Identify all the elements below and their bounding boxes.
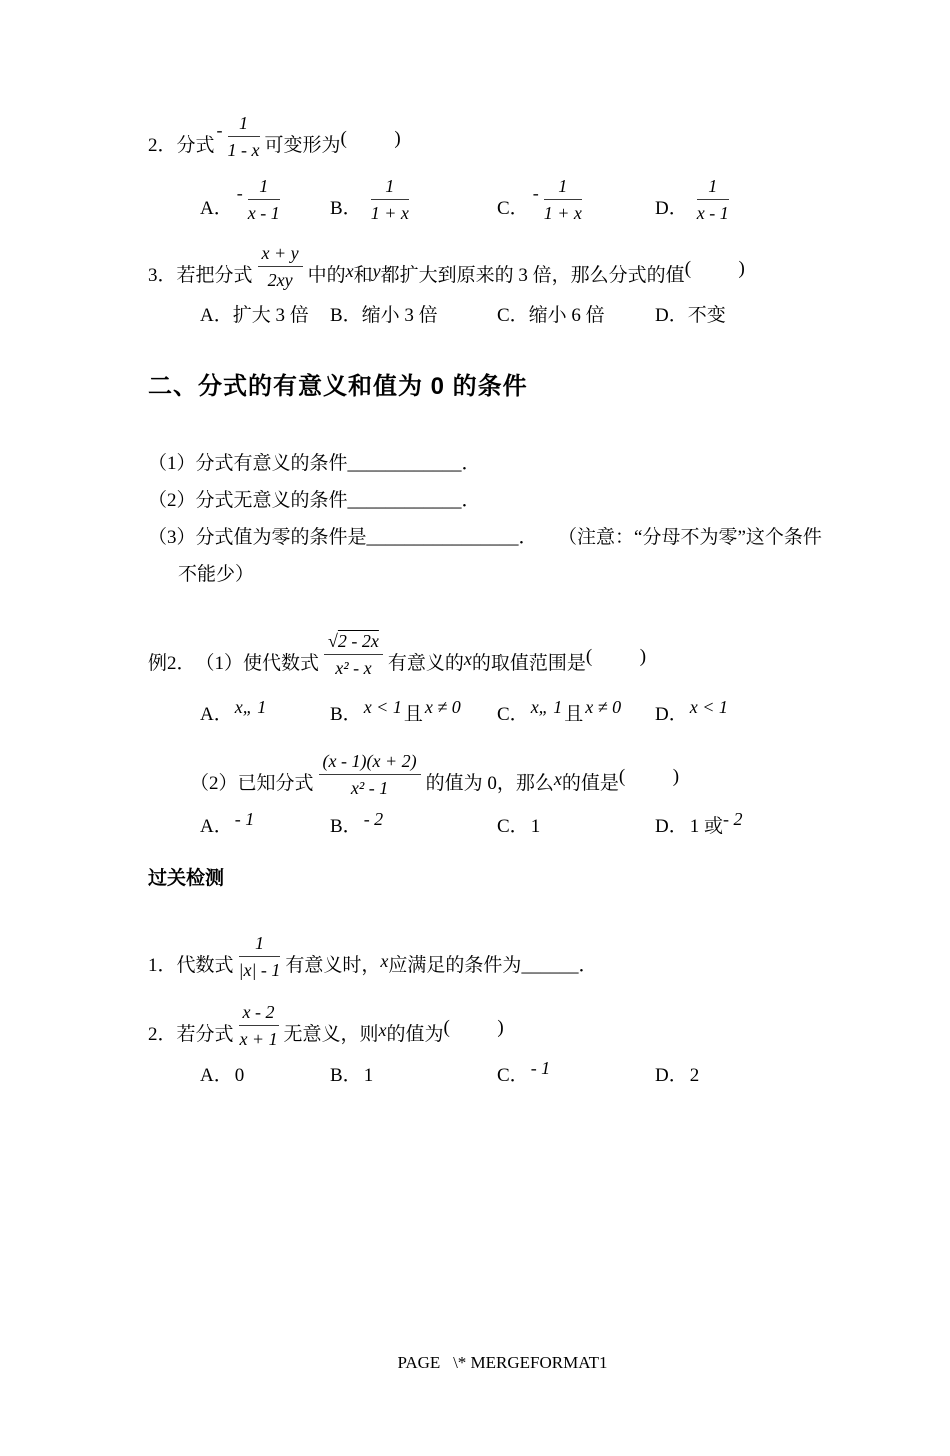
math-expression: x„ 1 xyxy=(530,697,563,717)
option-d xyxy=(655,697,732,728)
option-a-label: A． xyxy=(200,1065,233,1086)
example-2-label: 例2． （1）使代数式 xyxy=(148,653,320,674)
option-c xyxy=(497,175,655,224)
checkpoint-q1-text: 应满足的条件为 xyxy=(388,955,522,976)
example-2-part-2-text: 的值为 0，那么 xyxy=(425,773,554,794)
period: ． xyxy=(461,490,481,511)
radical-sign: √ xyxy=(328,631,338,651)
option-c-label: C． xyxy=(497,1065,529,1086)
minus-sign: - xyxy=(236,183,243,203)
math-expression: x„ 1 xyxy=(234,697,267,717)
math-expression: - 1 xyxy=(234,809,255,829)
section-heading: 二、分式的有意义和值为 0 的条件 xyxy=(148,373,528,400)
example-2-part-2-stem xyxy=(148,750,830,799)
option-c xyxy=(497,697,655,728)
question-3-text: 中的 xyxy=(307,265,346,286)
question-2-label: 2．分式 xyxy=(148,135,215,156)
option-b xyxy=(330,175,497,224)
fill-item-3 xyxy=(148,525,830,551)
math-expression: x ≠ 0 xyxy=(585,697,622,717)
question-3-label: 3．若把分式 xyxy=(148,265,253,286)
variable-x: x xyxy=(380,951,389,971)
math-expression: - 2 xyxy=(363,809,384,829)
fraction-numerator: 1 xyxy=(371,175,409,200)
option-b-label: B． xyxy=(330,816,362,837)
fill-item-3-continuation: 不能少） xyxy=(178,564,255,585)
blank-line: ________________ xyxy=(366,527,519,548)
fraction-numerator: x + y xyxy=(258,242,303,267)
fraction-example-2-part-2 xyxy=(319,750,421,799)
math-expression: x < 1 xyxy=(689,697,728,717)
period: ． xyxy=(518,527,538,548)
option-b xyxy=(330,697,497,728)
blank-line: ____________ xyxy=(347,490,462,511)
fraction-checkpoint-q1 xyxy=(239,932,281,981)
fraction-example-2 xyxy=(324,630,383,679)
option-b-label: B． xyxy=(330,198,362,219)
fill-item-3-text: （3）分式值为零的条件是 xyxy=(148,527,367,548)
question-2-options xyxy=(148,175,830,224)
checkpoint-q2-label: 2．若分式 xyxy=(148,1024,234,1045)
checkpoint-q1-label: 1．代数式 xyxy=(148,955,234,976)
fraction-q2 xyxy=(228,112,260,161)
answer-parentheses: ( ) xyxy=(340,128,401,149)
blank-line: ____________ xyxy=(347,453,462,474)
question-3-text: 和 xyxy=(353,265,373,286)
option-d-label: D． xyxy=(655,704,688,725)
fraction-numerator xyxy=(324,630,383,655)
option-d: D．不变 xyxy=(655,305,726,326)
checkpoint-question-2 xyxy=(148,1001,830,1050)
fraction-denominator: 1 - x xyxy=(227,140,260,160)
option-a-label: A． xyxy=(200,704,233,725)
math-expression: x ≠ 0 xyxy=(424,697,461,717)
example-2-part-2-text: 的值是 xyxy=(561,773,619,794)
option-d-label: D． xyxy=(655,198,688,219)
fraction-option-b xyxy=(371,175,409,224)
option-c xyxy=(497,813,655,840)
option-b-label: B． xyxy=(330,704,362,725)
question-3-options xyxy=(148,303,830,329)
fraction-denominator: x² - 1 xyxy=(350,778,389,798)
fraction-denominator: x + 1 xyxy=(239,1029,278,1049)
variable-y: y xyxy=(372,261,381,281)
option-c-label: C． xyxy=(497,816,529,837)
note-text: （注意：“分母不为零”这个条件 xyxy=(567,527,822,548)
fraction-numerator: 1 xyxy=(697,175,729,200)
option-a: A．扩大 3 倍 xyxy=(200,305,309,326)
period: ． xyxy=(578,955,598,976)
option-c xyxy=(497,1058,655,1089)
checkpoint-q2-text: 的值为 xyxy=(386,1024,444,1045)
question-3-text: 都扩大到原来的 3 倍，那么分式的值 xyxy=(380,265,685,286)
option-c-label: C． xyxy=(497,704,529,725)
checkpoint-q1-text: 有意义时， xyxy=(285,955,381,976)
example-2-options xyxy=(148,697,830,728)
option-d-text: 2 xyxy=(689,1065,700,1086)
option-c-label: C． xyxy=(497,198,529,219)
option-a xyxy=(200,809,330,840)
question-2-stem xyxy=(148,112,830,161)
option-d xyxy=(655,809,743,840)
example-2-text: 有意义的 xyxy=(387,653,464,674)
radicand: 2 - 2x xyxy=(337,631,379,651)
fraction-denominator: 2xy xyxy=(267,270,293,290)
option-d-text: 1 或 xyxy=(689,816,723,837)
fraction-numerator: 1 xyxy=(544,175,582,200)
option-d-label: D． xyxy=(655,1065,688,1086)
option-c: C．缩小 6 倍 xyxy=(497,305,605,326)
fill-item-1 xyxy=(148,451,830,477)
option-b-label: B． xyxy=(330,1065,362,1086)
variable-x: x xyxy=(553,769,562,789)
question-2-text: 可变形为 xyxy=(264,135,341,156)
fraction-q3 xyxy=(258,242,303,291)
option-a-text: 0 xyxy=(234,1065,245,1086)
checkpoint-heading: 过关检测 xyxy=(148,868,225,889)
option-d-label: D． xyxy=(655,816,688,837)
example-2-part-2-label: （2）已知分式 xyxy=(190,773,314,794)
fraction-numerator: 1 xyxy=(228,112,260,137)
math-expression: - 2 xyxy=(723,809,743,829)
question-3-stem xyxy=(148,242,830,291)
fraction-option-a xyxy=(248,175,280,224)
example-2-part-2-options xyxy=(148,809,830,840)
minus-sign: - xyxy=(216,120,223,140)
option-d xyxy=(655,175,734,224)
variable-x: x xyxy=(463,649,472,669)
math-expression: x < 1 xyxy=(363,697,402,717)
option-b: B．缩小 3 倍 xyxy=(330,305,438,326)
fraction-numerator: x - 2 xyxy=(239,1001,279,1026)
option-a xyxy=(200,1062,330,1089)
fraction-denominator: x - 1 xyxy=(696,203,729,223)
option-a xyxy=(200,175,330,224)
option-d xyxy=(655,1062,699,1089)
checkpoint-q2-text: 无意义，则 xyxy=(283,1024,379,1045)
math-expression: - 1 xyxy=(530,1058,551,1078)
fraction-numerator: 1 xyxy=(239,932,281,957)
minus-sign: - xyxy=(532,183,539,203)
fill-item-2-text: （2）分式无意义的条件 xyxy=(148,490,348,511)
answer-parentheses: ( ) xyxy=(443,1017,504,1038)
blank-line: ______ xyxy=(521,955,579,976)
option-b xyxy=(330,1062,497,1089)
fraction-numerator: (x - 1)(x + 2) xyxy=(319,750,421,775)
variable-x: x xyxy=(378,1020,387,1040)
option-a xyxy=(200,697,330,728)
checkpoint-question-1 xyxy=(148,932,830,981)
option-a-label: A． xyxy=(200,198,233,219)
answer-parentheses: ( ) xyxy=(618,766,680,787)
option-b xyxy=(330,809,497,840)
fill-item-1-text: （1）分式有意义的条件 xyxy=(148,453,348,474)
variable-x: x xyxy=(345,261,354,281)
fraction-option-c xyxy=(544,175,582,224)
fraction-option-d xyxy=(697,175,729,224)
example-2-stem xyxy=(148,630,830,679)
checkpoint-question-2-options xyxy=(148,1058,830,1089)
answer-parentheses: ( ) xyxy=(585,646,647,667)
fraction-denominator: 1 + x xyxy=(543,203,582,223)
answer-parentheses: ( ) xyxy=(684,258,745,279)
fraction-numerator: 1 xyxy=(248,175,280,200)
fraction-denominator: 1 + x xyxy=(370,203,409,223)
fraction-denominator: x² - x xyxy=(335,658,372,678)
fraction-checkpoint-q2 xyxy=(239,1001,279,1050)
fraction-denominator: x - 1 xyxy=(247,203,280,223)
option-c-text: 1 xyxy=(530,816,541,837)
example-2-text: 的取值范围是 xyxy=(471,653,586,674)
option-a-label: A． xyxy=(200,816,233,837)
conjunction: 且 xyxy=(403,704,423,725)
page-footer-field: PAGE \* MERGEFORMAT1 xyxy=(397,1353,608,1372)
period: ． xyxy=(461,453,481,474)
fill-item-2 xyxy=(148,488,830,514)
option-b-text: 1 xyxy=(363,1065,374,1086)
conjunction: 且 xyxy=(564,704,584,725)
fraction-denominator: |x| - 1 xyxy=(238,960,281,980)
document-page xyxy=(0,112,950,1089)
